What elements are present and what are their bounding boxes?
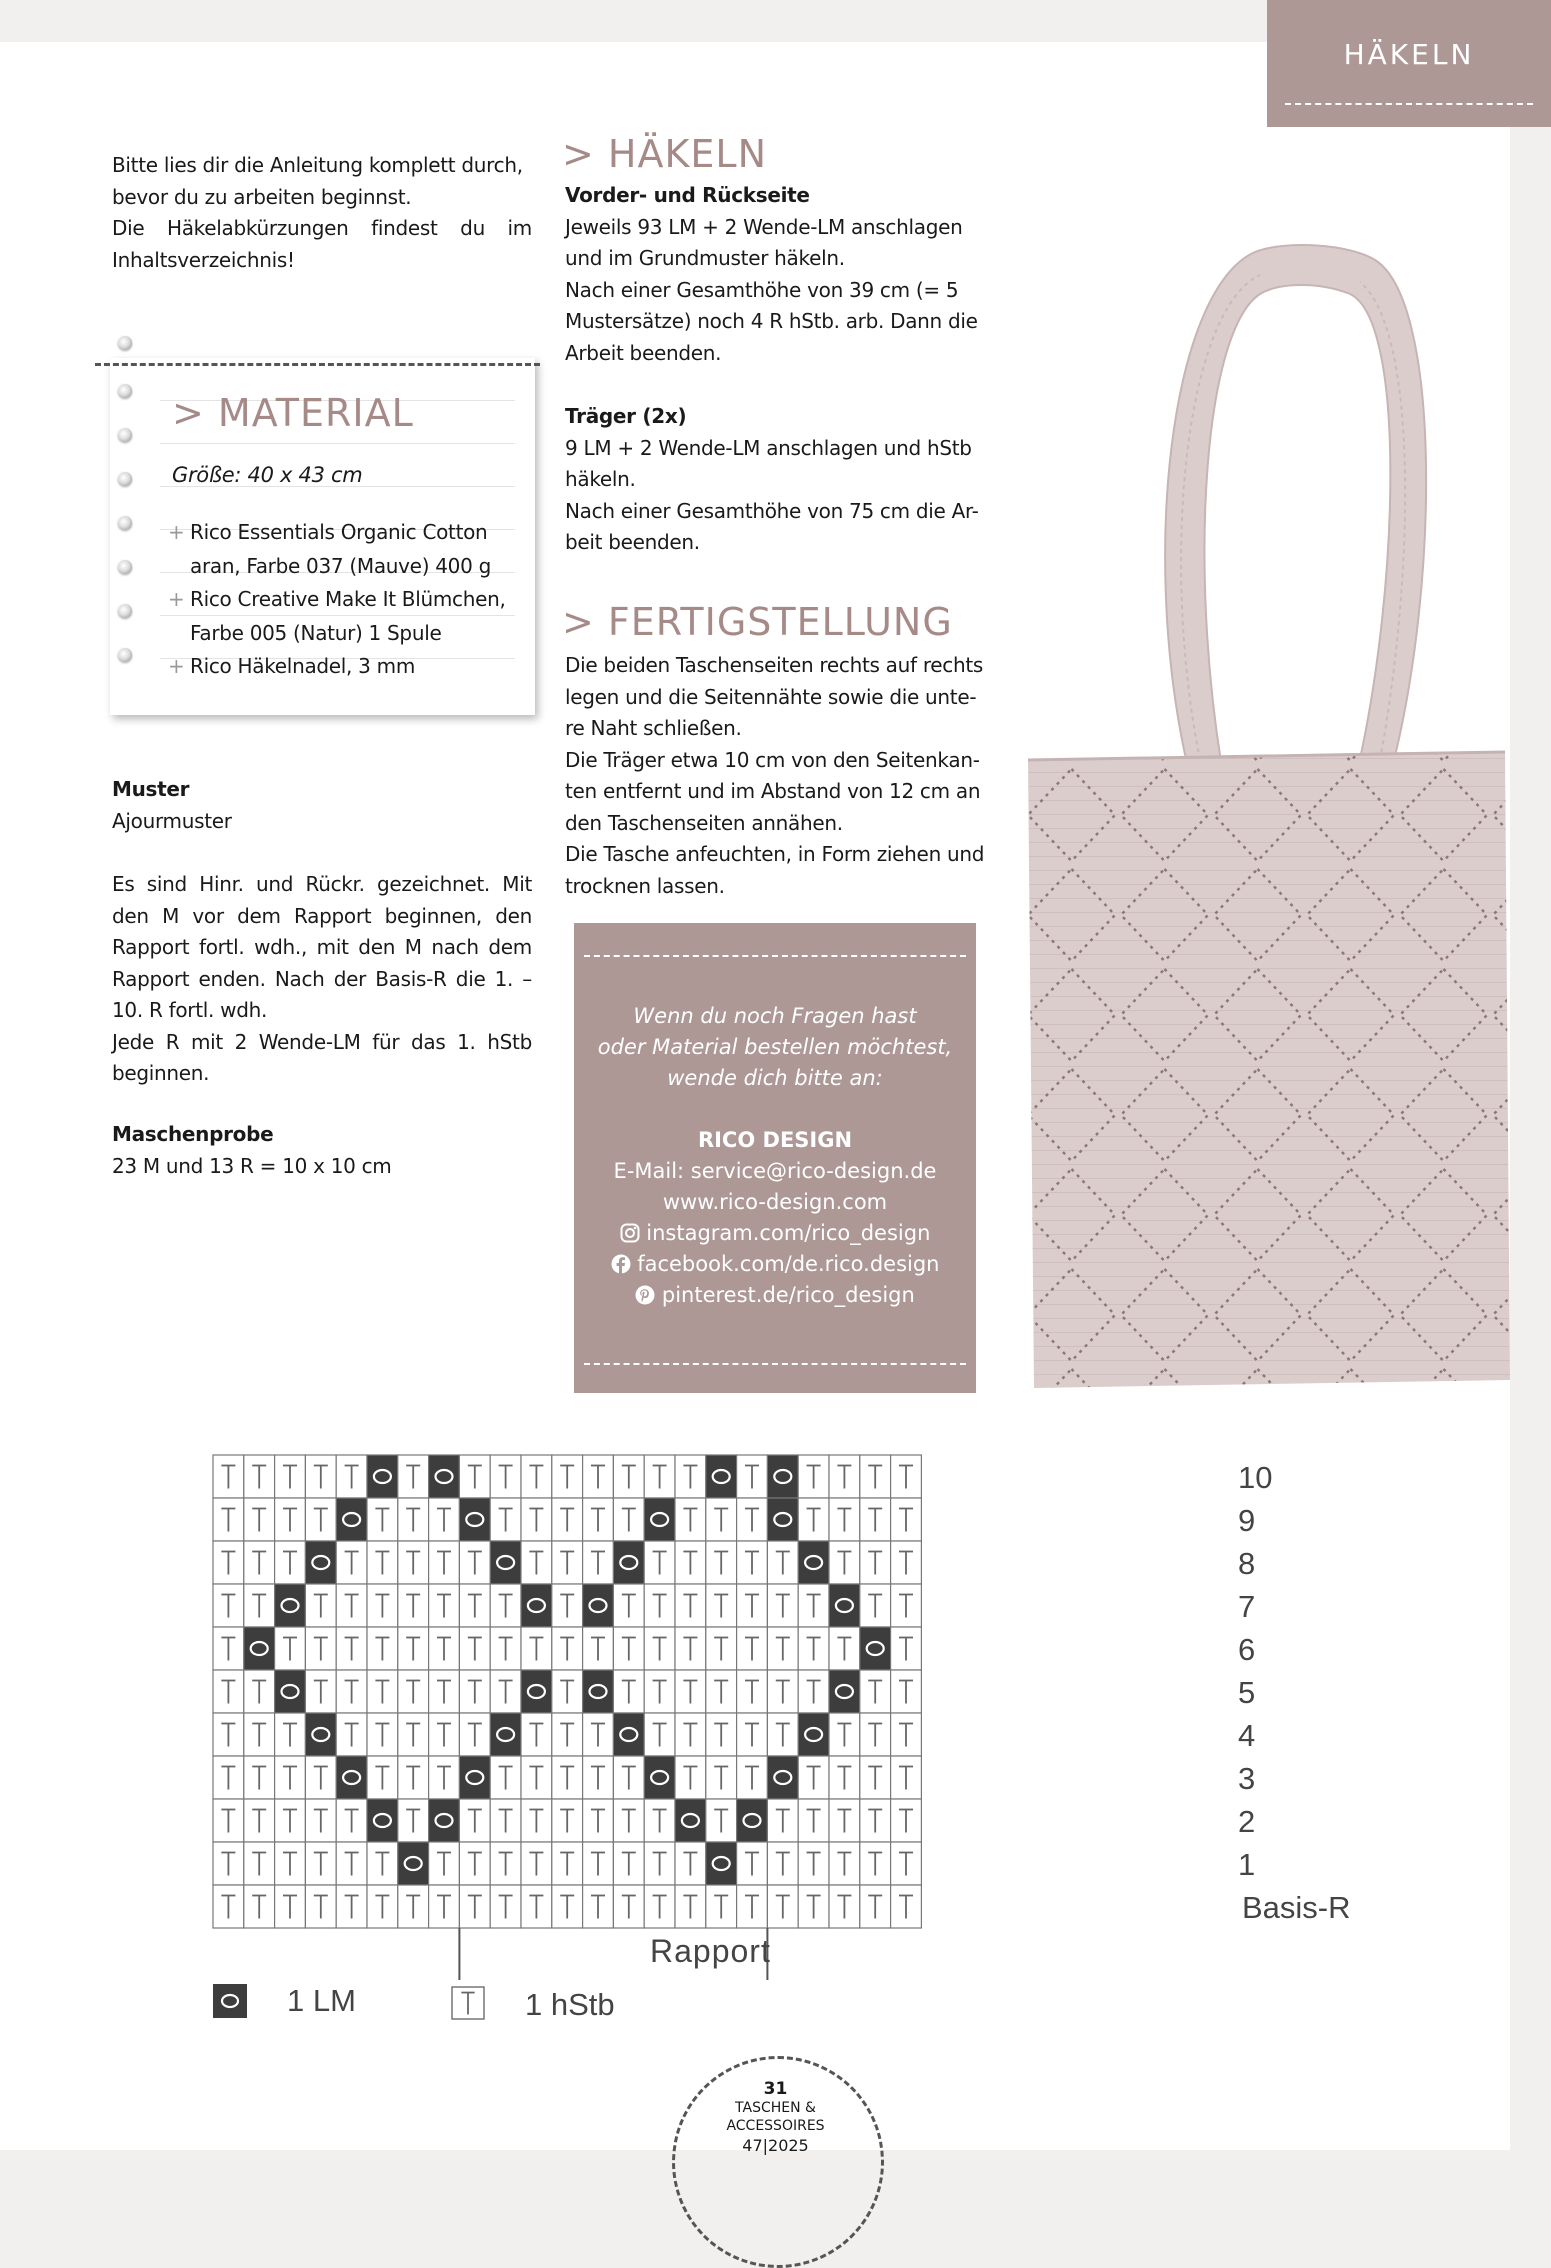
haekeln-front-section: Vorder- und Rückseite Jeweils 93 LM + 2 Wende-LM anschlagen und im Grundmuster häkeln. Nach einer Gesamthöhe von 39 cm (= 5 Mustersätze) noch 4 R hStb. arb. Dann die Arbeit beenden.	[565, 180, 995, 369]
spiral-ring-icon	[118, 472, 132, 486]
chart-row-label: 7	[1238, 1589, 1256, 1624]
intro-line: Bitte lies dir die Anleitung komplett durch,	[112, 153, 523, 177]
contact-company: RICO DESIGN	[697, 1128, 853, 1152]
chart-row-label: 1	[1238, 1847, 1256, 1882]
spiral-ring-icon	[118, 516, 132, 530]
dashed-separator	[95, 363, 540, 366]
facebook-icon	[611, 1254, 631, 1274]
spiral-ring-icon	[118, 648, 132, 662]
intro-line: bevor du zu arbeiten beginnst.	[112, 184, 412, 209]
chart-row-label: 10	[1238, 1460, 1273, 1495]
spiral-ring-icon	[118, 428, 132, 442]
tote-bag-photo	[1020, 220, 1510, 1388]
dashed-line	[584, 955, 966, 957]
magazine-line-1: TASCHEN &	[735, 2100, 816, 2116]
contact-website[interactable]: www.rico-design.com	[662, 1190, 888, 1214]
contact-email[interactable]: E-Mail: service@rico-design.de	[613, 1159, 937, 1183]
spiral-ring-icon	[118, 336, 132, 350]
front-title: Vorder- und Rückseite	[565, 183, 810, 207]
contact-box: Wenn du noch Fragen hast oder Material bestellen möchtest, wende dich bitte an: RICO DESIGN E-Mail: service@rico-design.de www.rico-design.com instagram.com/rico_design facebook.com/de.rico.design pinterest.de/rico_design	[574, 923, 976, 1393]
section-tab	[1267, 0, 1551, 127]
section-tab-dashed-line	[1285, 103, 1533, 105]
rapport-label: Rapport	[650, 1933, 771, 1969]
dashed-line	[584, 1363, 966, 1365]
list-item: + Rico Essentials Organic Cotton	[168, 520, 488, 544]
gauge-section	[112, 1119, 532, 1182]
legend-lm-label: 1 LM	[287, 1983, 356, 2018]
chart-row-label: Basis-R	[1242, 1890, 1351, 1925]
spiral-ring-icon	[118, 560, 132, 574]
haekeln-strap-section: Träger (2x) 9 LM + 2 Wende-LM anschlagen und hStb häkeln. Nach einer Gesamthöhe von 75 cm die Ar- beit beenden.	[565, 401, 995, 559]
list-item: Farbe 005 (Natur) 1 Spule	[190, 620, 442, 645]
finishing-text: Die beiden Taschenseiten rechts auf rechts legen und die Seitennähte sowie die unte- re Naht schließen. Die Träger etwa 10 cm von den Seitenkan- ten entfernt und im Abstand von 12 cm an den Taschenseiten annähen. Die Tasche anfeuchten, in Form ziehen und trocknen lassen.	[565, 653, 985, 898]
chart-row-label: 8	[1238, 1546, 1256, 1581]
muster-value: Ajourmuster	[112, 808, 232, 833]
contact-instagram[interactable]: instagram.com/rico_design	[574, 1218, 976, 1249]
chart-row-label: 2	[1238, 1804, 1256, 1839]
muster-title: Muster	[112, 777, 190, 801]
intro-text	[112, 150, 532, 276]
spiral-ring-icon	[118, 604, 132, 618]
intro-line: Die Häkelabkürzungen findest du im	[112, 216, 532, 240]
material-note-card	[110, 358, 535, 715]
gauge-value: 23 M und 13 R = 10 x 10 cm	[112, 1153, 392, 1178]
list-item: + Rico Häkelnadel, 3 mm	[168, 654, 416, 678]
muster-section	[112, 774, 532, 837]
chart-row-label: 3	[1238, 1761, 1256, 1796]
list-item: aran, Farbe 037 (Mauve) 400 g	[190, 553, 491, 578]
pinterest-icon	[635, 1285, 655, 1305]
chart-row-label: 5	[1238, 1675, 1256, 1710]
chart-row-label: 4	[1238, 1718, 1256, 1753]
chart-row-label: 6	[1238, 1632, 1256, 1667]
issue-number: 47|2025	[742, 2136, 809, 2155]
pattern-notes: Es sind Hinr. und Rückr. gezeichnet. Mit den M vor dem Rapport beginnen, den Rapport fortl. wdh., mit den M nach dem Rapport enden. Nach der Basis-R die 1. – 10. R fortl. wdh. Jede R mit 2 Wende-LM für das 1. hStb beginnen.	[112, 872, 532, 1085]
material-heading: > MATERIAL	[172, 391, 414, 435]
magazine-line-2: ACCESSOIRES	[726, 2118, 825, 2134]
section-tab-label: HÄKELN	[1343, 38, 1475, 71]
haekeln-heading: > HÄKELN	[562, 132, 768, 176]
gauge-title: Maschenprobe	[112, 1122, 274, 1146]
strap-title: Träger (2x)	[565, 404, 687, 428]
contact-pinterest[interactable]: pinterest.de/rico_design	[574, 1280, 976, 1311]
legend-hstb-label: 1 hStb	[525, 1987, 615, 2022]
instagram-icon	[620, 1223, 640, 1243]
spiral-ring-icon	[118, 384, 132, 398]
list-item: + Rico Creative Make It Blümchen,	[168, 587, 506, 611]
contact-facebook[interactable]: facebook.com/de.rico.design	[574, 1249, 976, 1280]
chart-row-label: 9	[1238, 1503, 1256, 1538]
material-list	[168, 516, 528, 684]
intro-line: Inhaltsverzeichnis!	[112, 247, 295, 272]
finishing-heading: > FERTIGSTELLUNG	[562, 600, 953, 644]
page-number: 31	[763, 2079, 788, 2099]
material-size: Größe: 40 x 43 cm	[172, 463, 363, 487]
